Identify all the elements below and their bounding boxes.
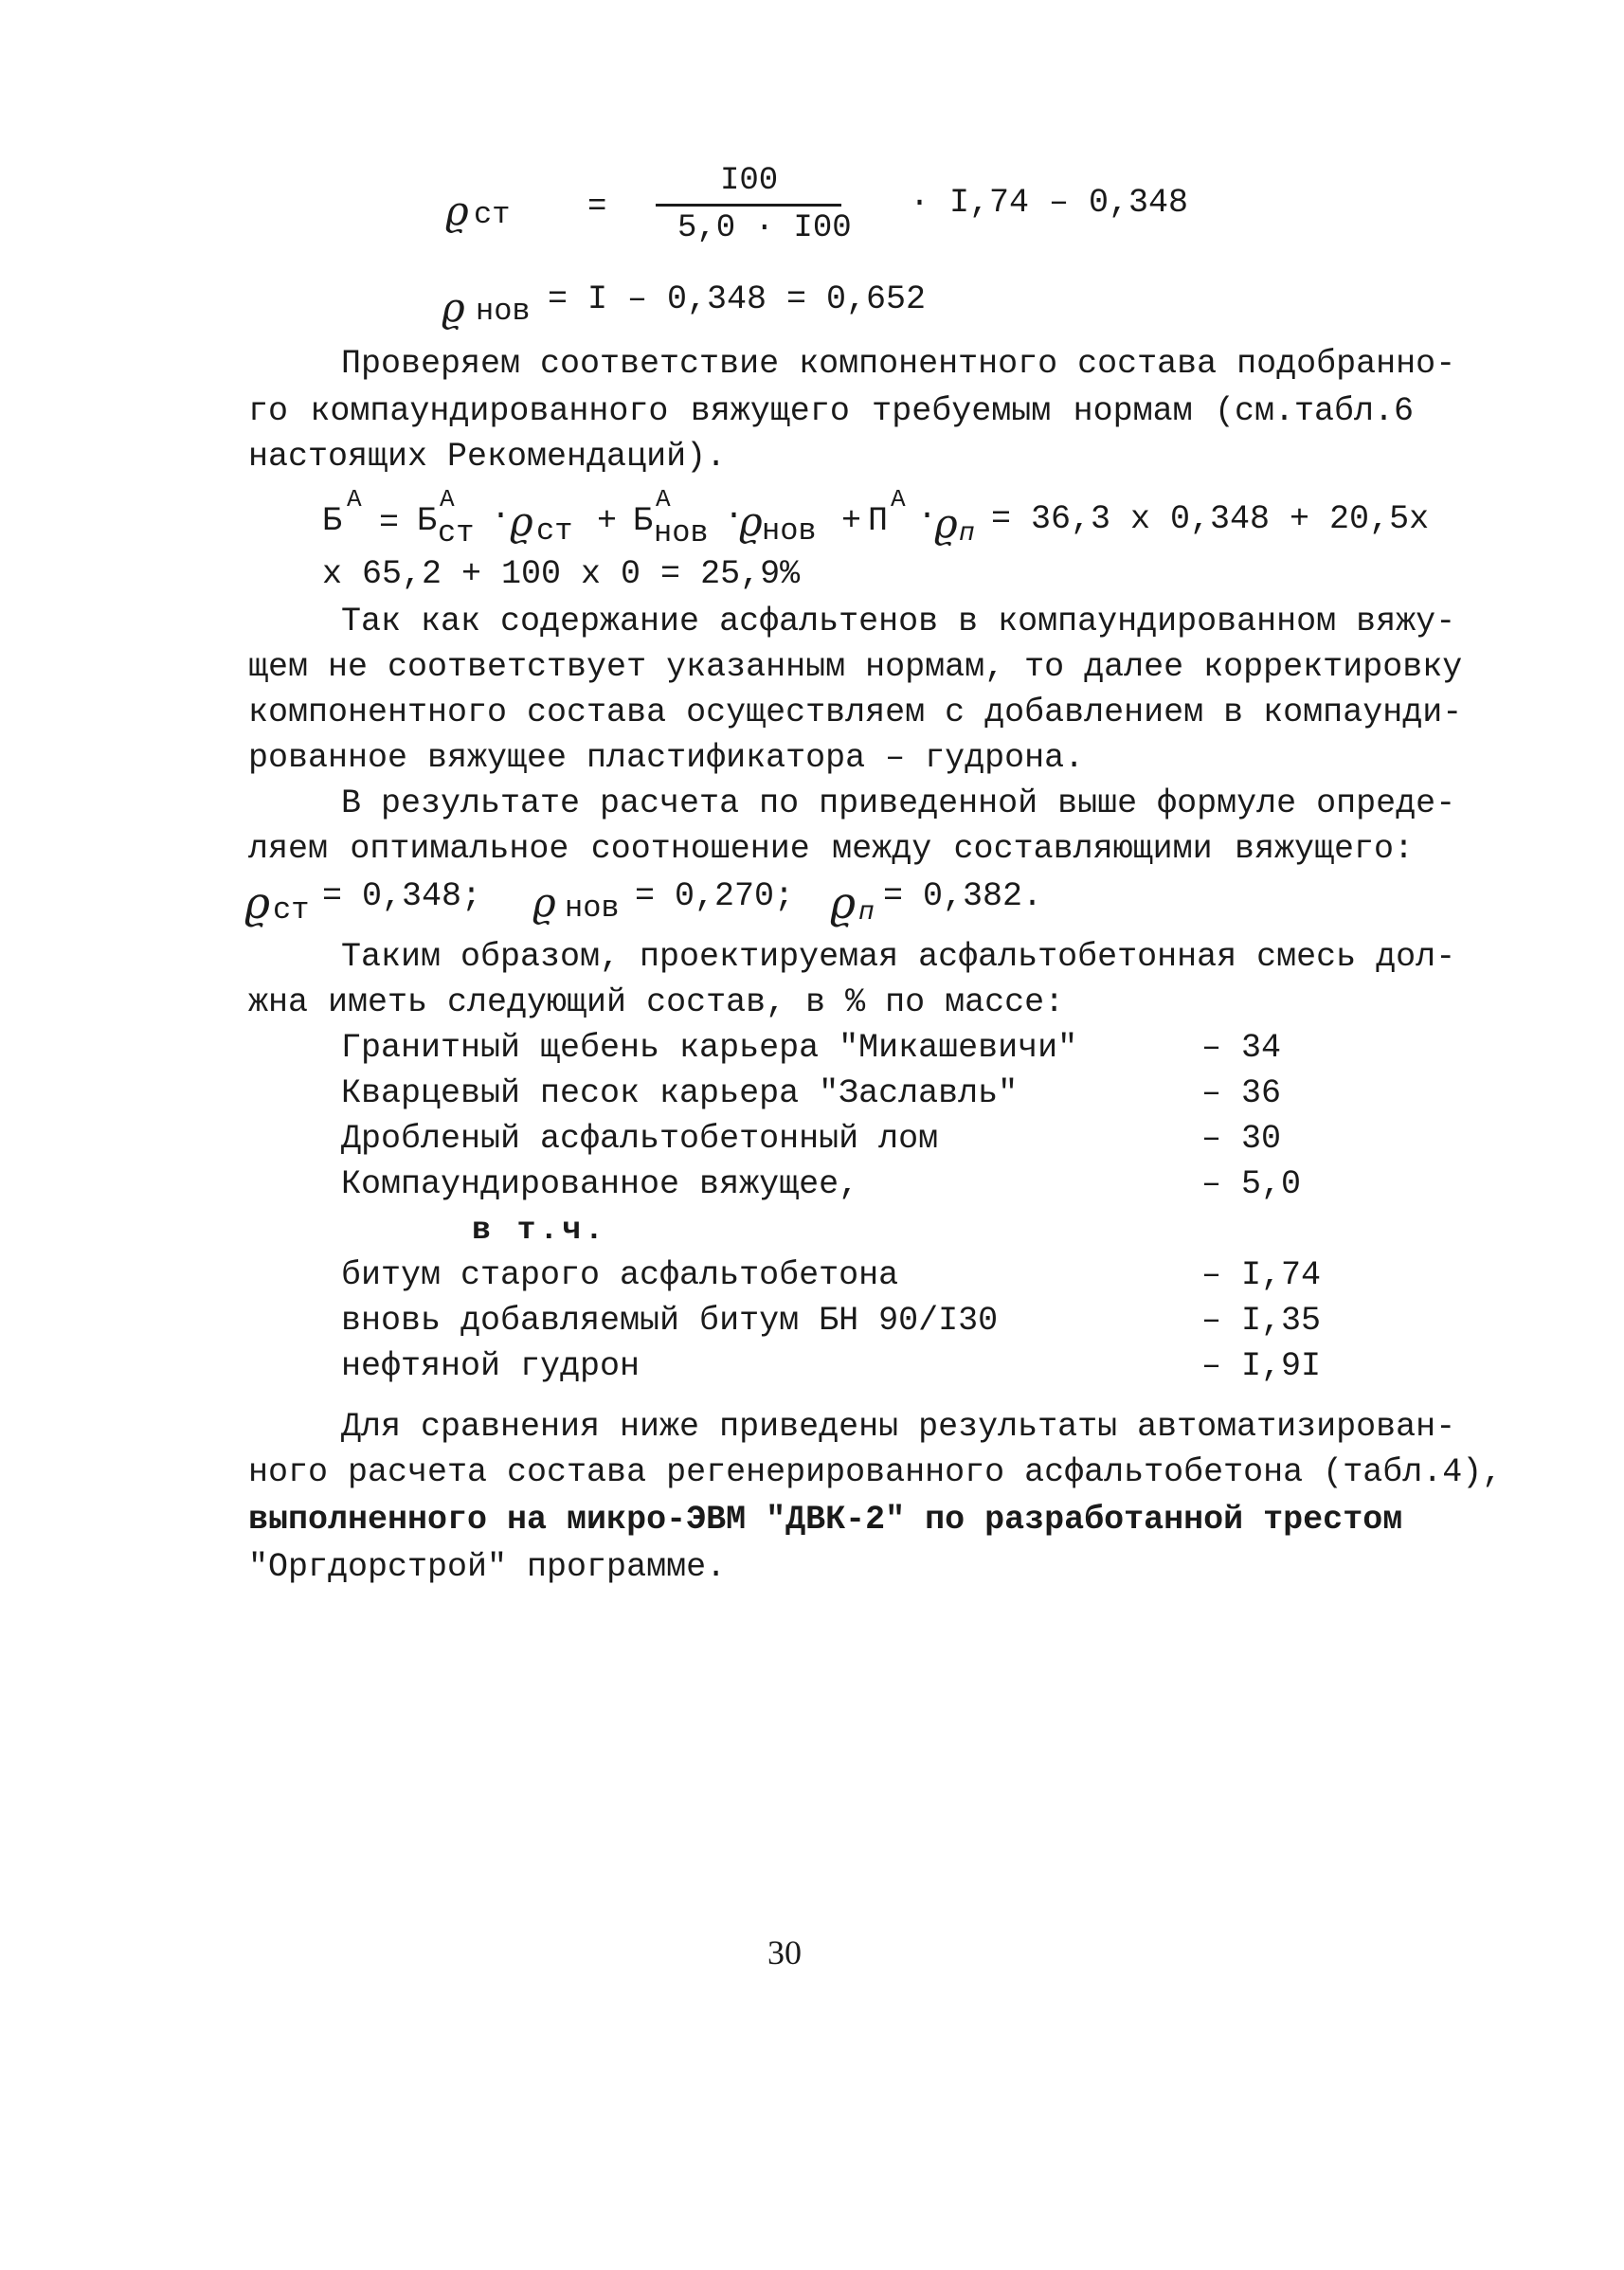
paragraph-line: щем не соответствует указанным нормам, то далее корректировку bbox=[248, 648, 1463, 686]
p-letter: П bbox=[868, 502, 889, 540]
st-subscript: ст bbox=[273, 892, 310, 928]
formula-rest: · I,74 – 0,348 bbox=[910, 184, 1189, 222]
rho-symbol: ϱ bbox=[830, 877, 857, 928]
fraction-numerator: I00 bbox=[720, 163, 779, 199]
including-note: в т.ч. bbox=[472, 1213, 607, 1248]
paragraph-line: рованное вяжущее пластификатора – гудрона. bbox=[248, 739, 1085, 777]
formula-tail: = 36,3 x 0,348 + 20,5x bbox=[991, 500, 1430, 538]
composition-value: – 34 bbox=[1201, 1029, 1282, 1067]
composition-value: – 30 bbox=[1201, 1120, 1282, 1158]
paragraph-line: выполненного на микро-ЭВМ "ДВК-2" по разработанной трестом bbox=[248, 1501, 1403, 1539]
composition-label: Компаундированное вяжущее, bbox=[341, 1165, 859, 1203]
composition-value: – 5,0 bbox=[1201, 1165, 1302, 1203]
b-nov-letter: Б bbox=[633, 502, 654, 540]
st-subscript: ст bbox=[536, 513, 573, 549]
formula-continuation: x 65,2 + 100 x 0 = 25,9% bbox=[322, 555, 801, 593]
rho-symbol: ϱ bbox=[442, 284, 465, 331]
formula-rho-nov bbox=[442, 280, 1010, 337]
equals-sign: = bbox=[379, 504, 400, 542]
paragraph-line: Таким образом, проектируемая асфальтобетонная смесь дол- bbox=[341, 938, 1456, 976]
b-st-letter: Б bbox=[417, 502, 438, 540]
binder-part-value: – I,74 bbox=[1201, 1256, 1322, 1294]
composition-value: – 36 bbox=[1201, 1074, 1282, 1112]
rho-subscript: нов bbox=[476, 294, 531, 329]
composition-label: Дробленый асфальтобетонный лом bbox=[341, 1120, 939, 1158]
p-subscript: п bbox=[858, 898, 875, 928]
paragraph-line: "Оргдорстрой" программе. bbox=[248, 1548, 727, 1586]
formula-rho-st bbox=[436, 163, 1194, 256]
rho-symbol: ϱ bbox=[934, 500, 958, 547]
dot-operator: · bbox=[724, 496, 745, 534]
paragraph-line: Проверяем соответствие компонентного состава подобранно- bbox=[341, 345, 1456, 383]
formula-expression: = I – 0,348 = 0,652 bbox=[548, 280, 927, 318]
paragraph-line: Для сравнения ниже приведены результаты автоматизирован- bbox=[341, 1408, 1456, 1446]
fraction-denominator: 5,0 · I00 bbox=[677, 210, 852, 246]
composition-label: Гранитный щебень карьера "Микашевичи" bbox=[341, 1029, 1078, 1067]
ratio-p-value: = 0,382. bbox=[883, 877, 1043, 915]
paragraph-line: Так как содержание асфальтенов в компаундированном вяжу- bbox=[341, 603, 1456, 640]
paragraph-line: настоящих Рекомендаций). bbox=[248, 438, 727, 476]
paragraph-line: ляем оптимальное соотношение между составляющими вяжущего: bbox=[248, 830, 1414, 868]
paragraph-line: го компаундированного вяжущего требуемым нормам (см.табл.6 bbox=[248, 392, 1414, 430]
ratio-nov-value: = 0,270; bbox=[635, 877, 795, 915]
binder-part-value: – I,35 bbox=[1201, 1302, 1322, 1340]
binder-part-value: – I,9I bbox=[1201, 1347, 1322, 1385]
paragraph-line: ного расчета состава регенерированного асфальтобетона (табл.4), bbox=[248, 1453, 1503, 1491]
p-subscript: п bbox=[959, 519, 975, 549]
composition-label: Кварцевый песок карьера "Заславль" bbox=[341, 1074, 1019, 1112]
rho-symbol: ϱ bbox=[445, 188, 469, 234]
binder-part-label: вновь добавляемый битум БН 90/I30 bbox=[341, 1302, 999, 1340]
page-number: 30 bbox=[767, 1934, 802, 1972]
equals-sign: = bbox=[587, 189, 607, 225]
nov-subscript: нов bbox=[565, 891, 620, 926]
a-superscript: А bbox=[347, 485, 362, 513]
binder-part-label: битум старого асфальтобетона bbox=[341, 1256, 899, 1294]
plus-sign: + bbox=[597, 502, 618, 540]
dot-operator: · bbox=[917, 496, 938, 534]
paragraph-line: жна иметь следующий состав, в % по массе: bbox=[248, 983, 1065, 1021]
paragraph-line: компонентного состава осуществляем с добавлением в компаунди- bbox=[248, 694, 1463, 731]
a-superscript: А bbox=[656, 485, 671, 513]
st-subscript: ст bbox=[438, 515, 475, 550]
ratio-st-value: = 0,348; bbox=[322, 877, 482, 915]
ratios-line bbox=[244, 870, 1097, 936]
a-superscript: А bbox=[891, 485, 906, 513]
b-letter: Б bbox=[322, 502, 343, 540]
fraction-bar bbox=[656, 204, 841, 207]
paragraph-line: В результате расчета по приведенной выше формуле опреде- bbox=[341, 784, 1456, 822]
rho-symbol: ϱ bbox=[739, 498, 763, 545]
dot-operator: · bbox=[491, 496, 512, 534]
binder-part-label: нефтяной гудрон bbox=[341, 1347, 641, 1385]
rho-subscript: ст bbox=[474, 197, 511, 232]
nov-subscript: нов bbox=[762, 513, 817, 549]
rho-symbol: ϱ bbox=[532, 879, 556, 926]
nov-subscript: нов bbox=[654, 515, 709, 550]
a-superscript: А bbox=[440, 485, 455, 513]
rho-symbol: ϱ bbox=[244, 877, 271, 928]
plus-sign: + bbox=[841, 502, 862, 540]
rho-symbol: ϱ bbox=[510, 498, 533, 545]
formula-asphaltene bbox=[322, 483, 1430, 550]
